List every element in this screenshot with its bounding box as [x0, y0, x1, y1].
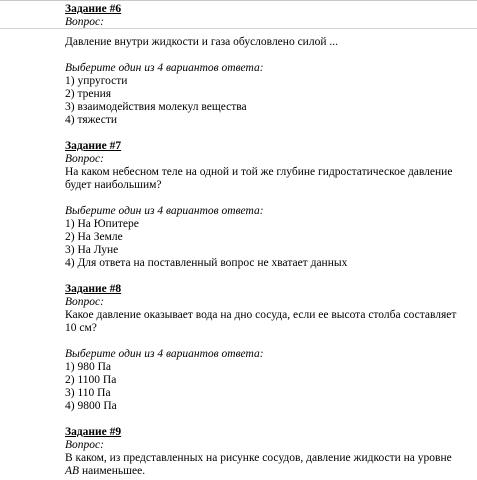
answer-option[interactable]: 3) На Луне: [65, 244, 119, 256]
level-label: АВ: [65, 465, 80, 477]
answer-option[interactable]: 2) На Земле: [65, 231, 123, 243]
question-label: Вопрос:: [65, 296, 104, 308]
answer-options: [65, 75, 465, 127]
answer-option[interactable]: 4) тяжести: [65, 114, 118, 126]
options-label: Выберите один из 4 вариантов ответа:: [65, 205, 264, 217]
task-title: Задание #7: [65, 140, 122, 152]
question-label: Вопрос:: [65, 16, 104, 28]
answer-option[interactable]: 3) взаимодействия молекул вещества: [65, 101, 247, 113]
task-6: [65, 3, 465, 127]
question-text: Какое давление оказывает вода на дно сосуда, если ее высота столба составляет: [65, 309, 457, 321]
question-text-line-2: [65, 465, 465, 478]
question-label: Вопрос:: [65, 439, 104, 451]
answer-option[interactable]: 1) упругости: [65, 75, 128, 87]
answer-option[interactable]: 1) На Юпитере: [65, 218, 139, 230]
answer-option[interactable]: 1) 980 Па: [65, 361, 111, 373]
test-document: [65, 3, 465, 478]
answer-options: [65, 361, 465, 413]
task-7: [65, 140, 465, 270]
question-text: На каком небесном теле на одной и той же глубине гидростатическое давление: [65, 166, 453, 178]
question-text-end: наименьшее.: [79, 465, 146, 477]
answer-options: [65, 218, 465, 270]
task-title: Задание #8: [65, 283, 122, 295]
question-label: Вопрос:: [65, 153, 104, 165]
task-8: [65, 283, 465, 413]
answer-option[interactable]: 2) 1100 Па: [65, 374, 117, 386]
question-text: будет наибольшим?: [65, 179, 162, 191]
options-label: Выберите один из 4 вариантов ответа:: [65, 62, 264, 74]
question-text: В каком, из представленных на рисунке сосудов, давление жидкости на уровне: [65, 452, 452, 464]
options-label: Выберите один из 4 вариантов ответа:: [65, 348, 264, 360]
answer-option[interactable]: 2) трения: [65, 88, 112, 100]
top-border: [0, 0, 477, 1]
task-9: [65, 426, 465, 478]
task-title: Задание #6: [65, 3, 122, 15]
answer-option[interactable]: 3) 110 Па: [65, 387, 111, 399]
answer-option[interactable]: 4) Для ответа на поставленный вопрос не хватает данных: [65, 257, 348, 269]
answer-option[interactable]: 4) 9800 Па: [65, 400, 117, 412]
question-text: Давление внутри жидкости и газа обусловлено силой ...: [65, 36, 338, 48]
task-title: Задание #9: [65, 426, 122, 438]
question-text: 10 см?: [65, 322, 97, 334]
